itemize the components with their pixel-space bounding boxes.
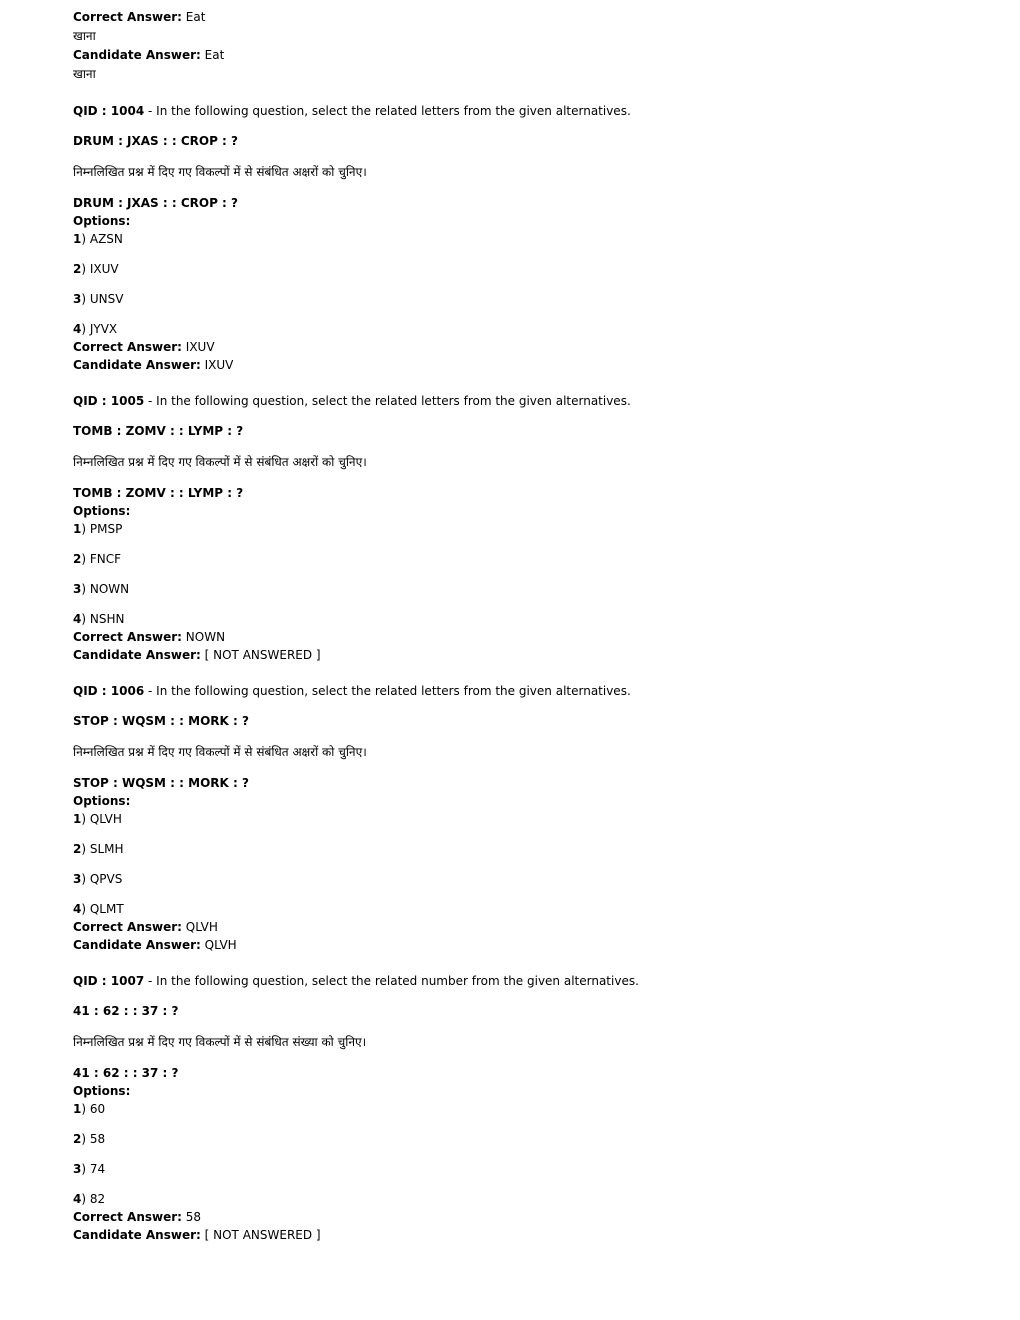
candidate-answer-line <box>73 1226 973 1244</box>
question-pattern-repeat: 41 : 62 : : 37 : ? <box>73 1066 179 1080</box>
option-text: ) AZSN <box>81 232 123 246</box>
option-item <box>73 810 973 828</box>
question-id: QID : 1007 <box>73 974 145 988</box>
question-hindi: निम्नलिखित प्रश्न में दिए गए विकल्पों में से संबंधित अक्षरों को चुनिए। <box>73 745 367 759</box>
question-pattern-repeat: TOMB : ZOMV : : LYMP : ? <box>73 486 244 500</box>
option-number: 4 <box>73 1192 82 1206</box>
option-text: ) 82 <box>81 1192 106 1206</box>
option-item <box>73 1100 973 1118</box>
candidate-answer-line <box>73 646 973 664</box>
option-text: ) SLMH <box>81 842 124 856</box>
question-id: QID : 1004 <box>73 104 145 118</box>
correct-answer-hindi: खाना <box>73 29 96 43</box>
option-item <box>73 290 973 308</box>
correct-answer-label: Correct Answer: <box>73 630 182 644</box>
options-label: Options: <box>73 504 131 518</box>
question-block <box>73 392 973 664</box>
option-item <box>73 230 973 248</box>
option-text: ) NSHN <box>81 612 125 626</box>
option-text: ) JYVX <box>81 322 118 336</box>
correct-answer-line <box>73 338 973 356</box>
option-item <box>73 900 973 918</box>
option-text: ) 58 <box>81 1132 106 1146</box>
question-header <box>73 682 973 700</box>
question-hindi: निम्नलिखित प्रश्न में दिए गए विकल्पों में से संबंधित संख्या को चुनिए। <box>73 1035 367 1049</box>
option-number: 1 <box>73 812 82 826</box>
answer-sheet-page <box>73 8 973 1244</box>
candidate-answer-label: Candidate Answer: <box>73 48 201 62</box>
option-text: ) QLMT <box>81 902 124 916</box>
option-number: 2 <box>73 1132 82 1146</box>
correct-answer-value: 58 <box>185 1210 202 1224</box>
question-header <box>73 392 973 410</box>
option-text: ) IXUV <box>81 262 119 276</box>
option-text: ) 74 <box>81 1162 106 1176</box>
question-pattern: DRUM : JXAS : : CROP : ? <box>73 134 238 148</box>
question-header <box>73 102 973 120</box>
question-id: QID : 1006 <box>73 684 145 698</box>
question-header <box>73 972 973 990</box>
candidate-answer-value: QLVH <box>204 938 237 952</box>
candidate-answer-label: Candidate Answer: <box>73 938 201 952</box>
previous-answer-block <box>73 8 973 84</box>
correct-answer-line <box>73 8 973 26</box>
option-text: ) QPVS <box>81 872 123 886</box>
question-text: - In the following question, select the related number from the given alternatives. <box>148 974 639 988</box>
option-number: 3 <box>73 872 82 886</box>
option-item <box>73 840 973 858</box>
option-text: ) UNSV <box>81 292 124 306</box>
correct-answer-label: Correct Answer: <box>73 10 182 24</box>
candidate-answer-value: IXUV <box>204 358 234 372</box>
option-number: 2 <box>73 842 82 856</box>
question-pattern-repeat: STOP : WQSM : : MORK : ? <box>73 776 249 790</box>
question-block <box>73 682 973 954</box>
question-pattern: STOP : WQSM : : MORK : ? <box>73 714 249 728</box>
candidate-answer-line <box>73 46 973 64</box>
option-item <box>73 550 973 568</box>
option-item <box>73 260 973 278</box>
candidate-answer-line <box>73 356 973 374</box>
option-item <box>73 610 973 628</box>
correct-answer-value: QLVH <box>185 920 218 934</box>
question-hindi: निम्नलिखित प्रश्न में दिए गए विकल्पों में से संबंधित अक्षरों को चुनिए। <box>73 455 367 469</box>
option-item <box>73 1190 973 1208</box>
option-number: 4 <box>73 902 82 916</box>
candidate-answer-line <box>73 936 973 954</box>
question-block <box>73 102 973 374</box>
correct-answer-label: Correct Answer: <box>73 1210 182 1224</box>
options-label: Options: <box>73 794 131 808</box>
correct-answer-value: NOWN <box>185 630 226 644</box>
question-pattern: 41 : 62 : : 37 : ? <box>73 1004 179 1018</box>
question-id: QID : 1005 <box>73 394 145 408</box>
correct-answer-line <box>73 918 973 936</box>
option-number: 1 <box>73 232 82 246</box>
question-text: - In the following question, select the related letters from the given alternatives. <box>148 394 631 408</box>
question-hindi: निम्नलिखित प्रश्न में दिए गए विकल्पों में से संबंधित अक्षरों को चुनिए। <box>73 165 367 179</box>
option-item <box>73 870 973 888</box>
correct-answer-label: Correct Answer: <box>73 340 182 354</box>
question-pattern: TOMB : ZOMV : : LYMP : ? <box>73 424 244 438</box>
option-number: 4 <box>73 612 82 626</box>
option-item <box>73 320 973 338</box>
option-text: ) PMSP <box>81 522 123 536</box>
option-number: 3 <box>73 292 82 306</box>
option-text: ) NOWN <box>81 582 130 596</box>
correct-answer-line <box>73 628 973 646</box>
options-label: Options: <box>73 1084 131 1098</box>
question-text: - In the following question, select the related letters from the given alternatives. <box>148 684 631 698</box>
correct-answer-label: Correct Answer: <box>73 920 182 934</box>
option-number: 4 <box>73 322 82 336</box>
candidate-answer-label: Candidate Answer: <box>73 1228 201 1242</box>
option-number: 2 <box>73 262 82 276</box>
candidate-answer-label: Candidate Answer: <box>73 648 201 662</box>
question-pattern-repeat: DRUM : JXAS : : CROP : ? <box>73 196 238 210</box>
question-text: - In the following question, select the related letters from the given alternatives. <box>148 104 631 118</box>
options-label: Options: <box>73 214 131 228</box>
option-number: 1 <box>73 522 82 536</box>
option-text: ) FNCF <box>81 552 122 566</box>
candidate-answer-value: [ NOT ANSWERED ] <box>204 1228 321 1242</box>
option-text: ) 60 <box>81 1102 106 1116</box>
option-item <box>73 1130 973 1148</box>
correct-answer-value: Eat <box>185 10 206 24</box>
candidate-answer-hindi: खाना <box>73 67 96 81</box>
option-text: ) QLVH <box>81 812 122 826</box>
option-item <box>73 580 973 598</box>
option-number: 3 <box>73 1162 82 1176</box>
candidate-answer-value: [ NOT ANSWERED ] <box>204 648 321 662</box>
correct-answer-value: IXUV <box>185 340 215 354</box>
correct-answer-line <box>73 1208 973 1226</box>
option-number: 1 <box>73 1102 82 1116</box>
candidate-answer-label: Candidate Answer: <box>73 358 201 372</box>
candidate-answer-value: Eat <box>204 48 225 62</box>
option-number: 3 <box>73 582 82 596</box>
question-block <box>73 972 973 1244</box>
option-item <box>73 1160 973 1178</box>
option-item <box>73 520 973 538</box>
option-number: 2 <box>73 552 82 566</box>
